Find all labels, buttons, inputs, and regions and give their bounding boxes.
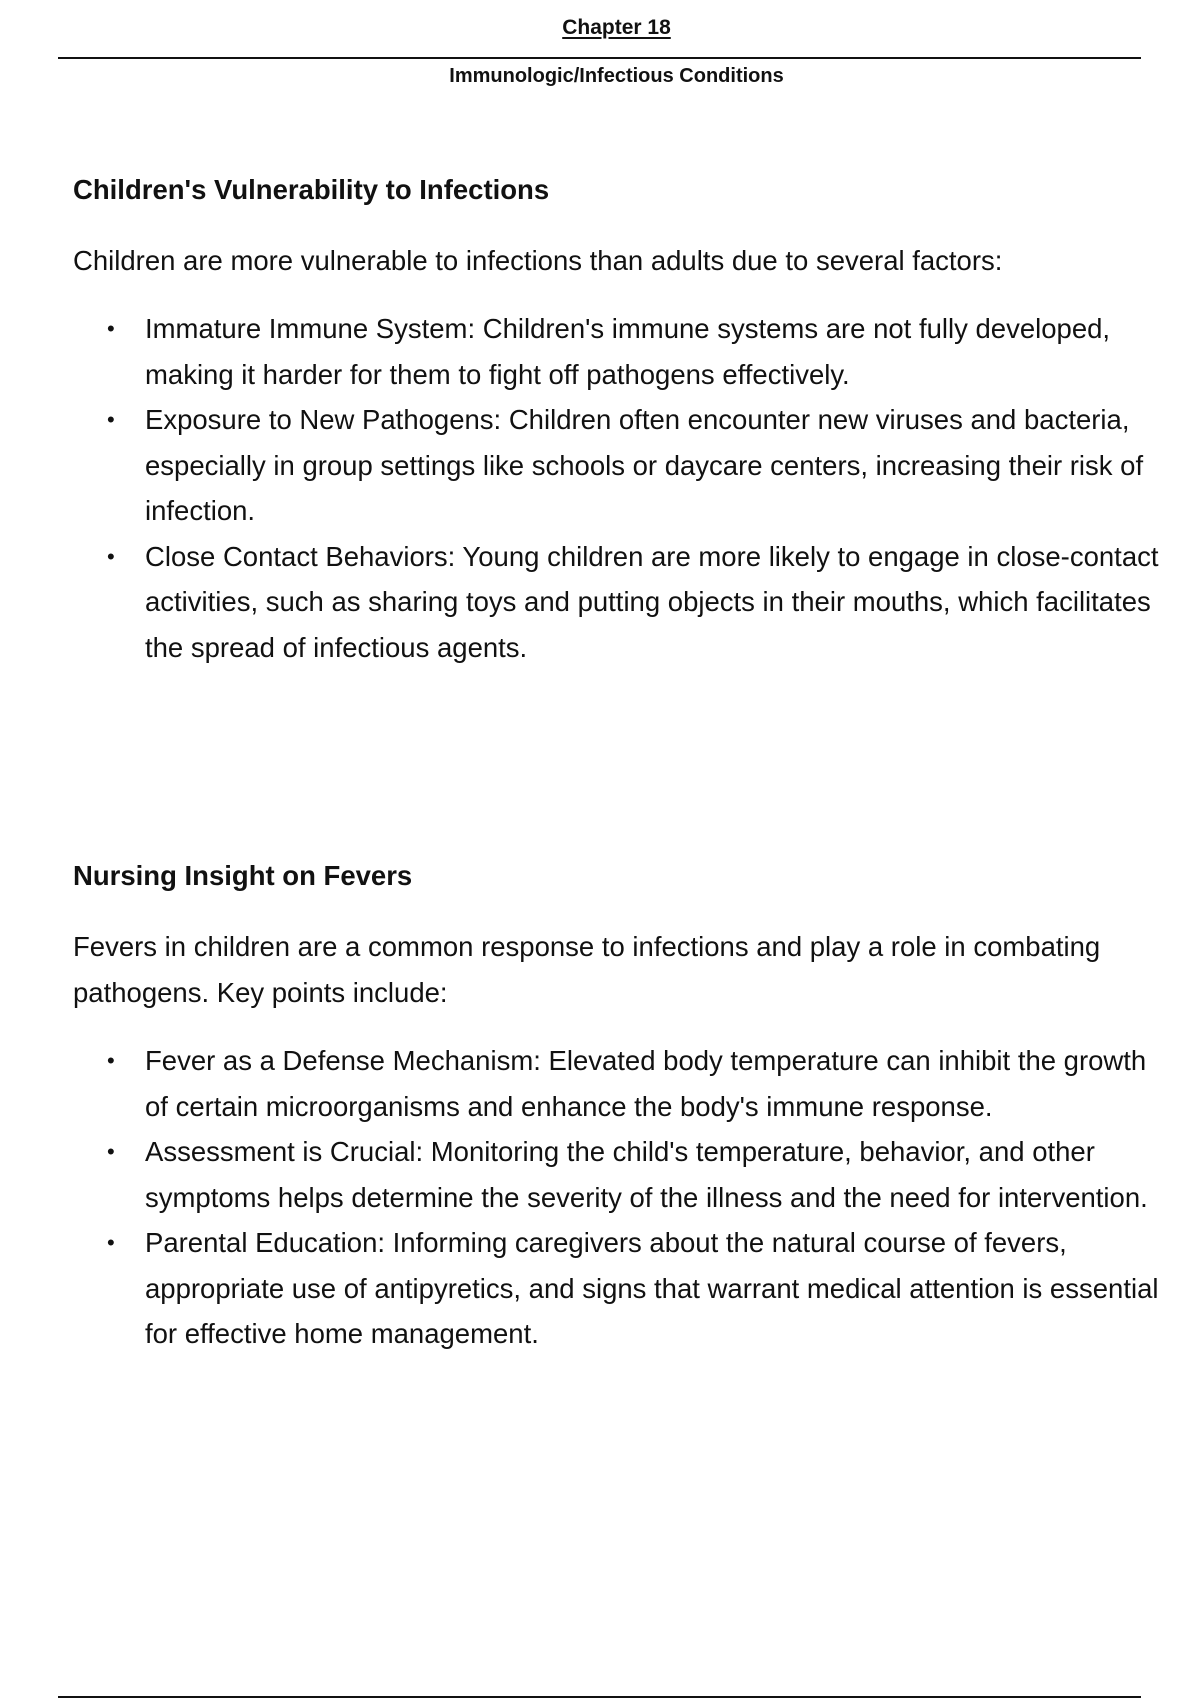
bullet-icon: •: [107, 1139, 115, 1164]
list-item: [73, 397, 1163, 534]
list-item-text: Immature Immune System: Children's immune systems are not fully developed, making it harder for them to fight off pathogens effectively.: [145, 313, 1111, 390]
section-intro: Children are more vulnerable to infections than adults due to several factors:: [73, 245, 1003, 276]
bullet-list: [73, 306, 1163, 670]
bullet-icon: •: [107, 1230, 115, 1255]
bullet-icon: •: [107, 407, 115, 432]
list-item-text: Fever as a Defense Mechanism: Elevated body temperature can inhibit the growth of certain microorganisms and enhance the body's immune response.: [145, 1045, 1147, 1122]
section-fevers: [73, 856, 1163, 1357]
bullet-icon: •: [107, 543, 115, 569]
list-item-text: Parental Education: Informing caregivers about the natural course of fevers, appropriate use of antipyretics, and signs that warrant medical attention is essential for effective home management.: [145, 1227, 1159, 1349]
section-heading: Children's Vulnerability to Infections: [73, 174, 550, 205]
list-item: [73, 1220, 1163, 1357]
list-item: [73, 1129, 1163, 1220]
bullet-icon: •: [107, 316, 115, 341]
header-divider: [58, 57, 1141, 59]
list-item-text: Close Contact Behaviors: Young children are more likely to engage in close-contact activities, such as sharing toys and putting objects in their mouths, which facilitates the spread of infectious agents.: [145, 540, 1159, 663]
footer-divider: [58, 1696, 1141, 1698]
bullet-list: [73, 1038, 1163, 1357]
list-item: [73, 534, 1163, 671]
bullet-icon: •: [107, 1048, 115, 1073]
list-item-text: Exposure to New Pathogens: Children often encounter new viruses and bacteria, especially in group settings like schools or daycare centers, increasing their risk of infection.: [145, 404, 1144, 526]
section-vulnerability: [73, 170, 1163, 670]
section-intro: Fevers in children are a common response to infections and play a role in combating pathogens. Key points include:: [73, 931, 1101, 1008]
list-item: [73, 1038, 1163, 1129]
chapter-subtitle: Immunologic/Infectious Conditions: [449, 65, 784, 87]
list-item: [73, 306, 1163, 397]
chapter-title: Chapter 18: [562, 16, 671, 39]
section-heading: Nursing Insight on Fevers: [73, 860, 413, 891]
list-item-text: Assessment is Crucial: Monitoring the child's temperature, behavior, and other symptoms helps determine the severity of the illness and the need for intervention.: [145, 1136, 1148, 1213]
